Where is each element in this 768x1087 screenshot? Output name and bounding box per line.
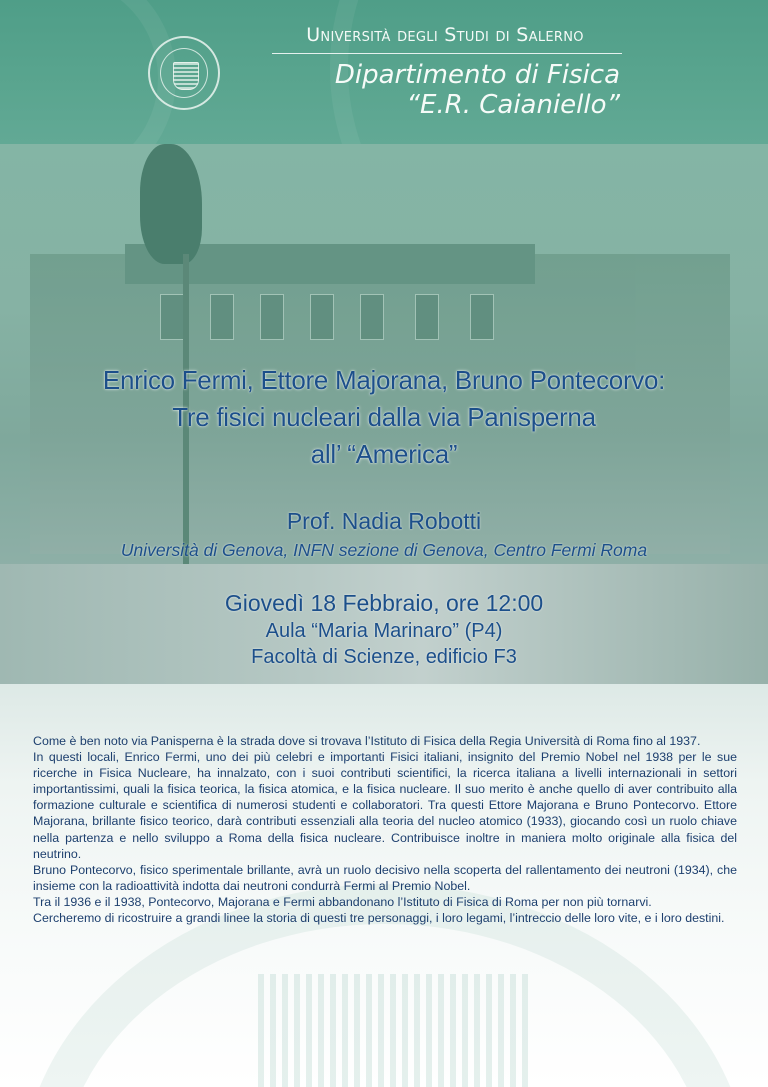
event-building: Facoltà di Scienze, edificio F3: [251, 646, 517, 668]
abstract-paragraph: Come è ben noto via Panisperna è la strada dove si trovava l’Istituto di Fisica della Regia Università di Roma fino al 1937.: [33, 734, 701, 748]
university-name: Università degli Studi di Salerno: [306, 24, 584, 46]
event-title: [0, 362, 768, 473]
abstract-text: [33, 733, 737, 926]
header-banner: [0, 0, 768, 144]
speaker-name: Prof. Nadia Robotti: [286, 508, 482, 534]
department-name: [270, 60, 622, 120]
title-line: Tre fisici nucleari dalla via Panisperna: [172, 402, 596, 432]
abstract-paragraph: Tra il 1936 e il 1938, Pontecorvo, Majorana e Fermi abbandonano l’Istituto di Fisica di Roma per non più tornarvi.: [33, 894, 652, 909]
title-line: all’ “America”: [310, 439, 458, 469]
speaker-affiliation: Università di Genova, INFN sezione di Genova, Centro Fermi Roma: [120, 540, 648, 560]
abstract-paragraph: In questi locali, Enrico Fermi, uno dei più celebri e importanti Fisici italiani, insignito del Premio Nobel nel 1938 per le sue ricerche in Fisica Nucleare, ha innalzato, con i suoi contributi scientifici, la ricerca italiana a livelli internazionali in settori importantissimi, quali la fisica teorica, la fisica atomica, e la fisica nucleare. Il suo merito è anche quello di aver contribuito alla formazione culturale e scientifica di numerosi studenti e collaboratori. Tra questi Ettore Majorana e Bruno Pontecorvo. Ettore Majorana, brillante fisico teorico, darà contributi essenziali alla teoria del nucleo atomico (1933), giocando così un ruolo chiave nella partenza e nello sviluppo a Roma della fisica nucleare. Contribuisce inoltre in maniera molto originale alla fisica del neutrino.: [33, 750, 737, 861]
title-line: Enrico Fermi, Ettore Majorana, Bruno Pontecorvo:: [102, 365, 666, 395]
palm-tree-image: [140, 144, 202, 264]
department-line-1: Dipartimento di Fisica: [334, 60, 620, 90]
department-line-2: “E.R. Caianiello”: [406, 90, 620, 120]
event-details: [0, 589, 768, 670]
event-date-time: Giovedì 18 Febbraio, ore 12:00: [224, 590, 544, 616]
abstract-paragraph: Cercheremo di ricostruire a grandi linee la storia di questi tre personaggi, i loro legami, l’intreccio delle loro vite, e i loro destini.: [33, 911, 725, 926]
abstract-paragraph: Bruno Pontecorvo, fisico sperimentale brillante, avrà un ruolo decisivo nella scoperta del rallentamento dei neutroni (1934), che insieme con la radioattività indotta dai neutroni condurrà Fermi al Premio Nobel.: [33, 862, 737, 893]
seal-shield-watermark: [258, 974, 528, 1087]
event-room: Aula “Maria Marinaro” (P4): [265, 620, 503, 642]
header-divider: [272, 53, 622, 54]
university-seal-icon: [148, 36, 220, 110]
